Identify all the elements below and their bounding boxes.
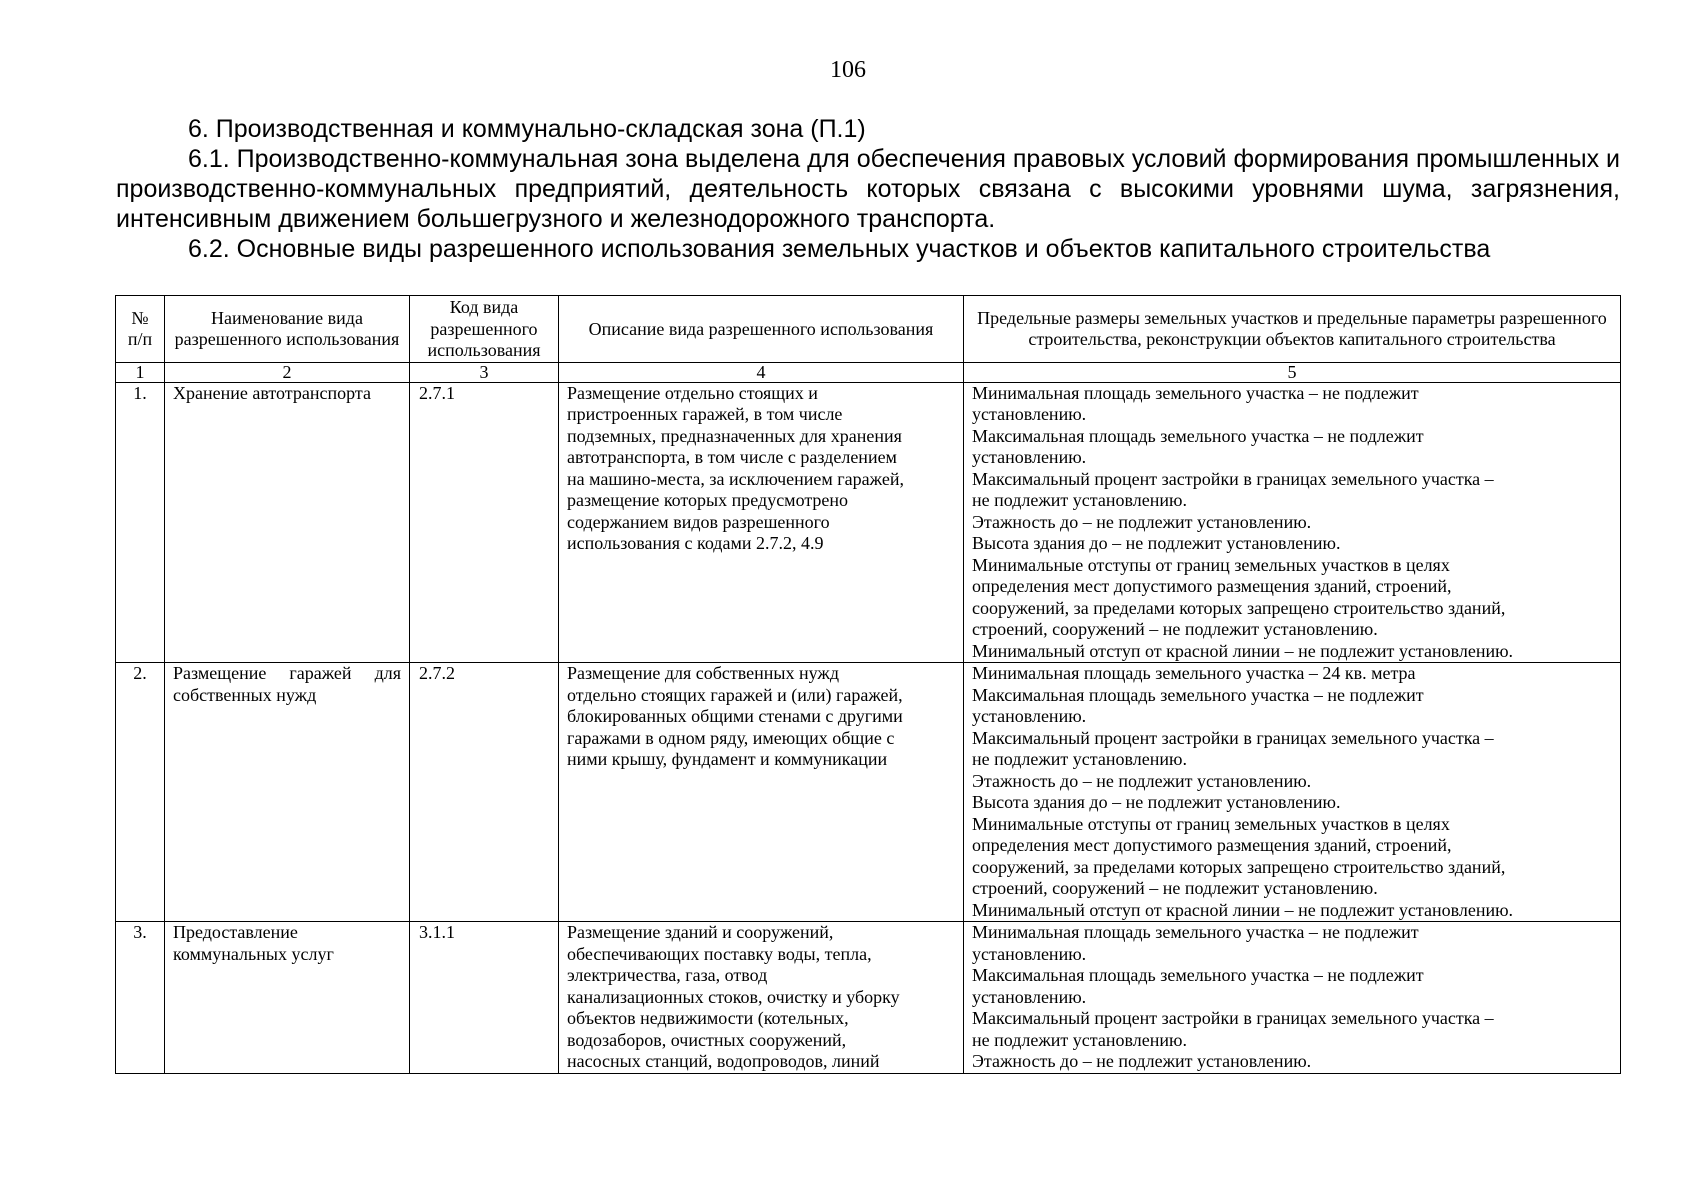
use-limits: [964, 382, 1621, 663]
use-limits: [964, 922, 1621, 1074]
description-line: Размещение для собственных нужд: [567, 663, 839, 683]
limit-line: Максимальная площадь земельного участка – не подлежит: [972, 425, 1424, 446]
land-use-table: [115, 295, 1621, 1074]
limit-line: Максимальный процент застройки в границах земельного участка –: [972, 468, 1494, 489]
use-description: [559, 382, 964, 663]
description-line: на машино-места, за исключением гаражей,: [567, 468, 904, 489]
section-title: 6. Производственная и коммунально-складская зона (П.1): [188, 115, 866, 143]
table-row: [116, 663, 1621, 922]
use-code: 2.7.1: [410, 382, 559, 663]
limit-line: Этажность до – не подлежит установлению.: [972, 770, 1312, 791]
use-code: 2.7.2: [410, 663, 559, 922]
description-line: подземных, предназначенных для хранения: [567, 425, 902, 446]
description-line: объектов недвижимости (котельных,: [567, 1008, 849, 1028]
use-limits: [964, 663, 1621, 922]
description-line: Размещение зданий и сооружений,: [567, 922, 834, 942]
limit-line: определения мест допустимого размещения зданий, строений,: [972, 576, 1452, 596]
limit-line: Максимальный процент застройки в границах земельного участка –: [972, 727, 1494, 748]
description-line: Размещение отдельно стоящих и: [567, 382, 818, 403]
limit-line: Минимальный отступ от красной линии – не подлежит установлению.: [972, 640, 1514, 661]
paragraph-6-1: 6.1. Производственно-коммунальная зона выделена для обеспечения правовых условий формирования промышленных и производственно-коммунальных предприятий, деятельность которых связана с высокими уровнями шума, загрязнения, интенсивным движением большегрузного и железнодорожного транспорта.: [116, 145, 1621, 233]
limit-line: Этажность до – не подлежит установлению.: [972, 1051, 1312, 1071]
use-description: [559, 663, 964, 922]
column-number: 5: [964, 362, 1621, 382]
limit-line: сооружений, за пределами которых запрещено строительство зданий,: [972, 597, 1506, 618]
limit-line: Максимальная площадь земельного участка – не подлежит: [972, 684, 1424, 705]
row-number: 3.: [116, 922, 165, 1074]
table-header-row: [116, 296, 1621, 363]
description-line: обеспечивающих поставку воды, тепла,: [567, 943, 872, 964]
column-number: 4: [559, 362, 964, 382]
limit-line: не подлежит установлению.: [972, 749, 1187, 769]
header-description: Описание вида разрешенного использования: [559, 296, 964, 363]
limit-line: Максимальная площадь земельного участка – не подлежит: [972, 965, 1424, 985]
limit-line: установлению.: [972, 986, 1087, 1007]
description-line: отдельно стоящих гаражей и (или) гаражей,: [567, 684, 903, 705]
column-number: 1: [116, 362, 165, 382]
limit-line: Минимальная площадь земельного участка – 24 кв. метра: [972, 663, 1416, 683]
description-line: ними крышу, фундамент и коммуникации: [567, 749, 888, 769]
description-line: гаражами в одном ряду, имеющих общие с: [567, 727, 895, 748]
header-code: Код вида разрешенного использования: [410, 296, 559, 363]
column-number: 2: [165, 362, 410, 382]
limit-line: строений, сооружений – не подлежит установлению.: [972, 878, 1378, 898]
limit-line: Этажность до – не подлежит установлению.: [972, 511, 1312, 532]
use-code: 3.1.1: [410, 922, 559, 1074]
section-intro: [116, 114, 1620, 264]
header-limits: Предельные размеры земельных участков и предельные параметры разрешенного строительства, реконструкции объектов капитального строительства: [964, 296, 1621, 363]
header-number: № п/п: [116, 296, 165, 363]
limit-line: строений, сооружений – не подлежит установлению.: [972, 619, 1378, 639]
use-description: [559, 922, 964, 1074]
row-number: 1.: [116, 382, 165, 663]
limit-line: установлению.: [972, 447, 1087, 467]
description-line: насосных станций, водопроводов, линий: [567, 1051, 880, 1071]
row-number: 2.: [116, 663, 165, 922]
limit-line: Минимальная площадь земельного участка – не подлежит: [972, 922, 1419, 942]
description-line: содержанием видов разрешенного: [567, 511, 830, 532]
description-line: канализационных стоков, очистку и уборку: [567, 986, 900, 1007]
description-line: водозаборов, очистных сооружений,: [567, 1029, 847, 1050]
column-number: 3: [410, 362, 559, 382]
limit-line: сооружений, за пределами которых запрещено строительство зданий,: [972, 856, 1506, 877]
use-name: Размещение гаражей для собственных нужд: [165, 663, 410, 922]
limit-line: Минимальные отступы от границ земельных участков в целях: [972, 813, 1450, 834]
limit-line: установлению.: [972, 404, 1087, 424]
description-line: пристроенных гаражей, в том числе: [567, 404, 843, 424]
limit-line: установлению.: [972, 706, 1087, 726]
limit-line: Минимальная площадь земельного участка – не подлежит: [972, 382, 1419, 403]
limit-line: определения мест допустимого размещения зданий, строений,: [972, 835, 1452, 855]
limit-line: Минимальный отступ от красной линии – не подлежит установлению.: [972, 899, 1514, 920]
description-line: блокированных общими стенами с другими: [567, 706, 903, 726]
limit-line: не подлежит установлению.: [972, 1029, 1187, 1050]
limit-line: Высота здания до – не подлежит установлению.: [972, 533, 1341, 553]
use-name: Предоставление коммунальных услуг: [165, 922, 410, 1074]
column-number-row: [116, 362, 1621, 382]
table-row: [116, 382, 1621, 663]
limit-line: Высота здания до – не подлежит установлению.: [972, 792, 1341, 812]
description-line: размещение которых предусмотрено: [567, 490, 849, 510]
paragraph-6-2: 6.2. Основные виды разрешенного использования земельных участков и объектов капитального строительства: [188, 235, 1491, 263]
limit-line: не подлежит установлению.: [972, 490, 1187, 510]
description-line: использования с кодами 2.7.2, 4.9: [567, 533, 824, 553]
header-name: Наименование вида разрешенного использования: [165, 296, 410, 363]
use-name: Хранение автотранспорта: [165, 382, 410, 663]
limit-line: Минимальные отступы от границ земельных участков в целях: [972, 554, 1450, 575]
limit-line: Максимальный процент застройки в границах земельного участка –: [972, 1008, 1494, 1028]
description-line: автотранспорта, в том числе с разделением: [567, 447, 897, 467]
table-row: [116, 922, 1621, 1074]
page-number: 106: [830, 57, 866, 83]
description-line: электричества, газа, отвод: [567, 965, 768, 985]
limit-line: установлению.: [972, 943, 1087, 964]
